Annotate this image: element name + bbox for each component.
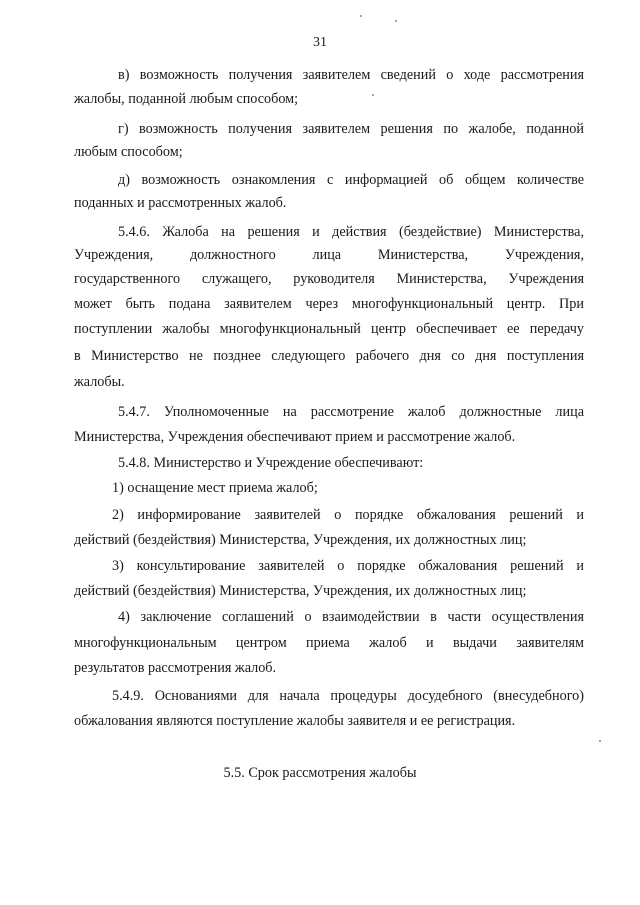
- section-heading: 5.5. Срок рассмотрения жалобы: [223, 765, 417, 781]
- scan-speck: [372, 94, 374, 96]
- page-number: 31: [313, 35, 327, 50]
- scan-speck: [395, 20, 397, 22]
- body-line: 5.4.7. Уполномоченные на рассмотрение жалоб должностные лица: [118, 404, 584, 420]
- body-line: Учреждения, должностного лица Министерства, Учреждения,: [74, 247, 584, 263]
- body-line: 2) информирование заявителей о порядке обжалования решений и: [112, 507, 584, 523]
- body-line: может быть подана заявителем через многофункциональный центр. При: [74, 296, 584, 312]
- scan-speck: [599, 740, 601, 742]
- body-line: жалобы.: [74, 374, 125, 390]
- body-line: результатов рассмотрения жалоб.: [74, 660, 277, 676]
- body-line: государственного служащего, руководителя Министерства, Учреждения: [74, 271, 584, 287]
- body-line: поданных и рассмотренных жалоб.: [74, 195, 287, 211]
- body-line: обжалования являются поступление жалобы заявителя и ее регистрация.: [74, 713, 516, 729]
- body-line: 3) консультирование заявителей о порядке обжалования решений и: [112, 558, 584, 574]
- scan-speck: [360, 15, 362, 17]
- body-line: жалобы, поданной любым способом;: [74, 91, 299, 107]
- body-line: поступлении жалобы многофункциональный центр обеспечивает ее передачу: [74, 321, 584, 337]
- body-line: 1) оснащение мест приема жалоб;: [112, 480, 318, 496]
- body-line: действий (бездействия) Министерства, Учреждения, их должностных лиц;: [74, 532, 527, 548]
- body-line: многофункциональным центром приема жалоб и выдачи заявителям: [74, 635, 584, 651]
- body-line: Министерства, Учреждения обеспечивают прием и рассмотрение жалоб.: [74, 429, 516, 445]
- body-line: д) возможность ознакомления с информацией об общем количестве: [118, 172, 584, 188]
- body-line: действий (бездействия) Министерства, Учреждения, их должностных лиц;: [74, 583, 527, 599]
- body-line: в Министерство не позднее следующего рабочего дня со дня поступления: [74, 348, 584, 364]
- body-line: г) возможность получения заявителем решения по жалобе, поданной: [118, 121, 584, 137]
- body-line: 5.4.9. Основаниями для начала процедуры досудебного (внесудебного): [112, 688, 584, 704]
- body-line: любым способом;: [74, 144, 183, 160]
- body-line: 4) заключение соглашений о взаимодействии в части осуществления: [118, 609, 584, 625]
- body-line: 5.4.8. Министерство и Учреждение обеспечивают:: [118, 455, 424, 471]
- body-line: 5.4.6. Жалоба на решения и действия (бездействие) Министерства,: [118, 224, 584, 240]
- body-line: в) возможность получения заявителем сведений о ходе рассмотрения: [118, 67, 584, 83]
